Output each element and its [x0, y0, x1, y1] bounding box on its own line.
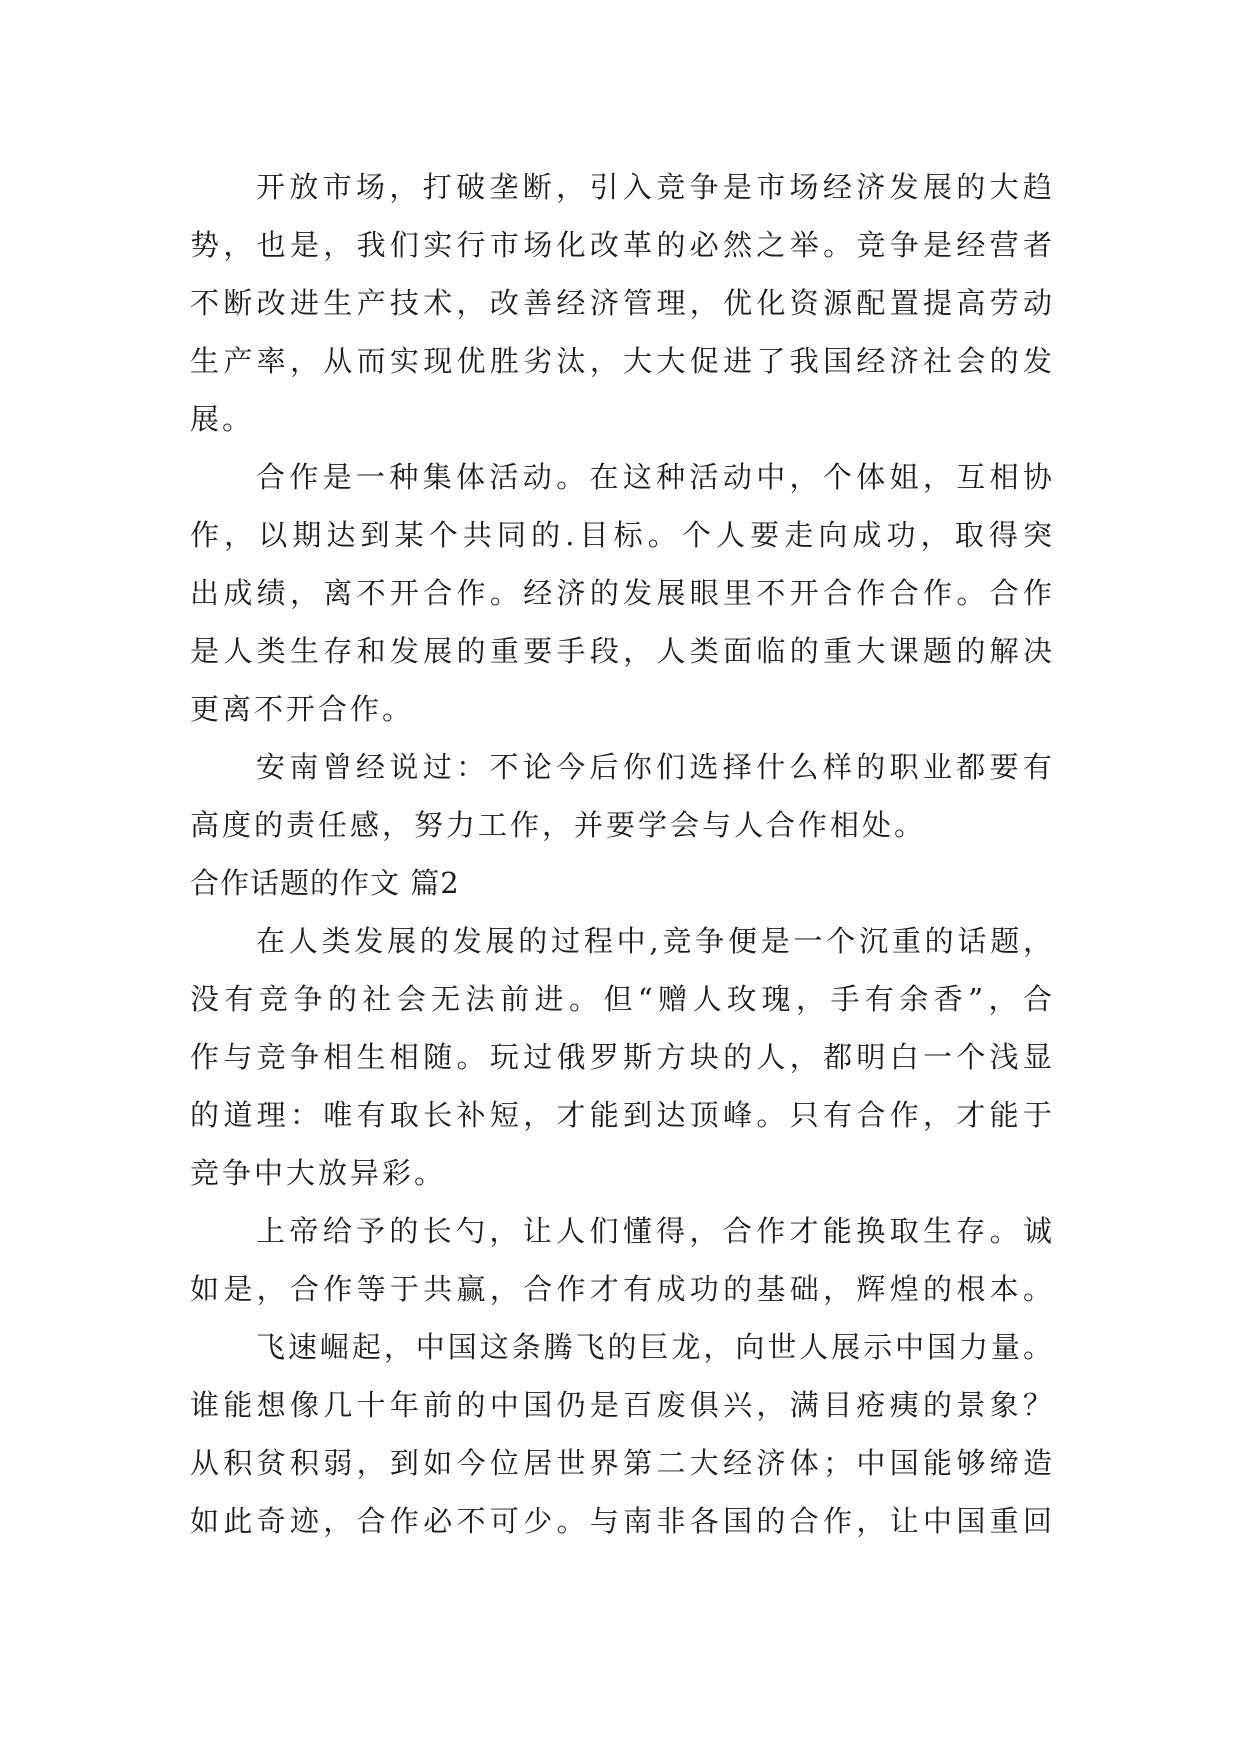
line-text: 更离不开合作。: [190, 692, 415, 726]
text-line: [190, 216, 1052, 274]
line-text: 谁能想像几十年前的中国仍是百废俱兴，满目疮痍的景象？: [190, 1388, 1052, 1422]
text-line: [190, 564, 1052, 622]
line-text: 从积贫积弱，到如今位居世界第二大经济体；中国能够缔造: [190, 1446, 1052, 1480]
text-line: [190, 332, 1052, 390]
text-line: [190, 1028, 1052, 1086]
line-text: 飞速崛起，中国这条腾飞的巨龙，向世人展示中国力量。: [256, 1330, 1052, 1364]
text-line: [190, 1318, 1052, 1376]
line-text: 高度的责任感，努力工作，并要学会与人合作相处。: [190, 808, 927, 842]
document-body: [190, 158, 1052, 1550]
text-line: [190, 1260, 1052, 1318]
line-text: 在人类发展的发展的过程中,竞争便是一个沉重的话题，: [256, 924, 1052, 958]
text-line: [190, 1086, 1052, 1144]
text-line: [190, 970, 1052, 1028]
line-text: 不断改进生产技术，改善经济管理，优化资源配置提高劳动: [190, 286, 1052, 320]
line-text: 如是，合作等于共赢，合作才有成功的基础，辉煌的根本。: [190, 1272, 1052, 1306]
text-line: [190, 1144, 1052, 1202]
text-line: [190, 912, 1052, 970]
line-text: 如此奇迹，合作必不可少。与南非各国的合作，让中国重回: [190, 1504, 1052, 1538]
line-text: 没有竞争的社会无法前进。但“赠人玫瑰，手有余香”，合: [190, 982, 1052, 1016]
text-line: [190, 680, 1052, 738]
line-text: 是人类生存和发展的重要手段，人类面临的重大课题的解决: [190, 634, 1052, 668]
line-text: 竞争中大放异彩。: [190, 1156, 447, 1190]
text-line: [190, 390, 1052, 448]
text-line: [190, 622, 1052, 680]
line-text: 出成绩，离不开合作。经济的发展眼里不开合作合作。合作: [190, 576, 1052, 610]
line-text: 作与竞争相生相随。玩过俄罗斯方块的人，都明白一个浅显: [190, 1040, 1052, 1074]
text-line: [190, 1376, 1052, 1434]
line-text: 势，也是，我们实行市场化改革的必然之举。竞争是经营者: [190, 228, 1052, 262]
heading-text: 合作话题的作文 篇2: [190, 866, 460, 900]
text-line: [190, 506, 1052, 564]
line-text: 展。: [190, 402, 255, 436]
text-line: [190, 1434, 1052, 1492]
text-line: [190, 738, 1052, 796]
text-line: [190, 1492, 1052, 1550]
section-heading: [190, 854, 1052, 912]
line-text: 的道理：唯有取长补短，才能到达顶峰。只有合作，才能于: [190, 1098, 1052, 1132]
line-text: 上帝给予的长勺，让人们懂得，合作才能换取生存。诚: [256, 1214, 1052, 1248]
line-text: 安南曾经说过：不论今后你们选择什么样的职业都要有: [256, 750, 1052, 784]
text-line: [190, 448, 1052, 506]
text-line: [190, 1202, 1052, 1260]
text-line: [190, 796, 1052, 854]
line-text: 生产率，从而实现优胜劣汰，大大促进了我国经济社会的发: [190, 344, 1052, 378]
line-text: 合作是一种集体活动。在这种活动中，个体姐，互相协: [256, 460, 1052, 494]
line-text: 作，以期达到某个共同的.目标。个人要走向成功，取得突: [190, 518, 1052, 552]
text-line: [190, 274, 1052, 332]
text-line: [190, 158, 1052, 216]
line-text: 开放市场，打破垄断，引入竞争是市场经济发展的大趋: [256, 170, 1052, 204]
